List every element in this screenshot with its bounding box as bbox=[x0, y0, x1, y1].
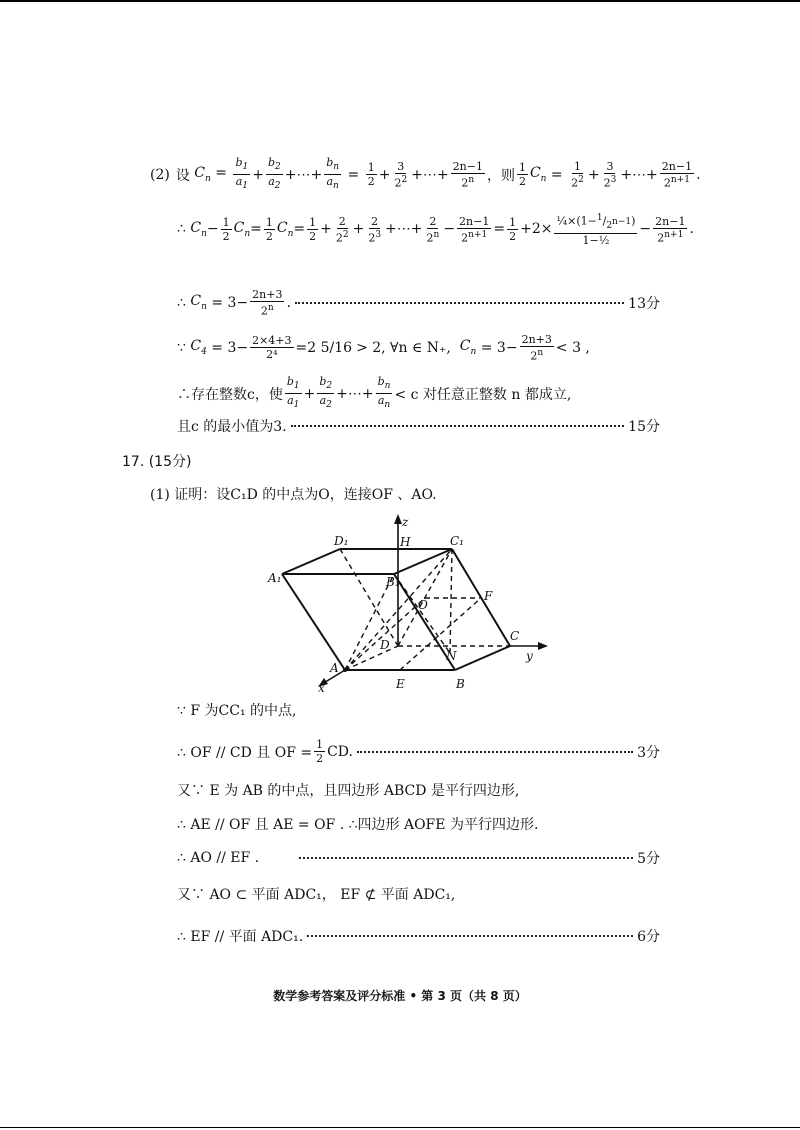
label-D1: D₁ bbox=[334, 534, 349, 548]
prism-figure bbox=[260, 512, 560, 697]
score-15: 15分 bbox=[628, 419, 660, 435]
step4-text: ∴ AE // OF 且 AE = OF . ∴四边形 AOFE 为平行四边形. bbox=[177, 817, 539, 833]
part2-line2: ∴ $C_n$ − $\frac{1}{2}$ $C_n$ = $\frac{1}{2}$ $C_n$ = $\frac{1}{2}$ + $\frac{2}{2^2}$ + $\frac{2}{2^3}$ +⋯+ $\frac{2}{2^n}$ − $\frac{2n-1}{2^{n+1}}$ = $\frac{1}{2}$ +2× $\frac{\frac{1}{4}\times(1-^1/_{2^{n-1}})}{\text{1−½}}$ − $\frac{2n-1}{2^{n+1}}$ . bbox=[177, 213, 694, 247]
q17-title-text: 17. (15分) bbox=[122, 454, 192, 470]
step2-text-a: ∴ OF // CD 且 OF = bbox=[177, 744, 313, 761]
label-E: E bbox=[396, 677, 405, 691]
edge-BC bbox=[455, 646, 510, 670]
edge-D1A1 bbox=[282, 549, 340, 574]
q17-title bbox=[122, 451, 191, 471]
score-6: 6分 bbox=[637, 929, 660, 945]
step6 bbox=[177, 884, 455, 904]
then-word: ，则 bbox=[486, 167, 515, 184]
dot-leader bbox=[307, 935, 633, 937]
label-y: y bbox=[526, 649, 533, 663]
part2-line3: ∴ $C_n$ = 3− $\frac{2n+3}{2^n}$ . 13分 bbox=[177, 288, 660, 318]
y-arrow-icon bbox=[538, 642, 548, 650]
part2-line1: (2) 设 $C_n$ = $\frac{b_1}{a_1}$ + $\frac{b_2}{a_2}$ +⋯+ $\frac{b_n}{a_n}$ = $\frac{1}{2}$ + $\frac{3}{2^2}$ +⋯+ $\frac{2n-1}{2^n}$ ，则 $\frac{1}{2}$ $C_n$ = $\frac{1}{2^2}$ + $\frac{3}{2^3}$ +⋯+ $\frac{2n-1}{2^{n+1}}$ . bbox=[150, 156, 701, 192]
dot-leader bbox=[291, 425, 625, 427]
min-text: 且c 的最小值为3. bbox=[177, 419, 287, 435]
score-3: 3分 bbox=[637, 744, 660, 761]
label-H: H bbox=[400, 535, 411, 549]
proof-intro-text: (1) 证明：设C₁D 的中点为O，连接OF 、AO. bbox=[150, 487, 437, 503]
edge-AD bbox=[345, 646, 398, 670]
bottom-border bbox=[0, 1127, 800, 1128]
edge-A1A bbox=[282, 574, 345, 670]
label-B1: B₁ bbox=[386, 575, 400, 589]
step5-text: ∴ AO // EF . bbox=[177, 850, 260, 866]
label-N: N bbox=[446, 649, 457, 663]
step5 bbox=[177, 848, 660, 868]
step3 bbox=[177, 780, 519, 800]
step3-text: 又∵ E 为 AB 的中点，且四边形 ABCD 是平行四边形, bbox=[177, 783, 520, 799]
exist-text: ∴存在整数c，使 bbox=[177, 386, 283, 403]
label-A1: A₁ bbox=[268, 571, 282, 585]
point-A bbox=[343, 668, 347, 672]
label-D: D bbox=[380, 638, 390, 652]
top-border bbox=[0, 0, 800, 2]
label-z: z bbox=[402, 515, 409, 529]
dot-leader bbox=[295, 302, 624, 304]
label-B: B bbox=[456, 677, 465, 691]
c4-numerator: 2×4+3 bbox=[252, 334, 292, 348]
step2: ∴ OF // CD 且 OF = $\frac{1}{2}$ CD. 3分 bbox=[177, 738, 660, 765]
score-5: 5分 bbox=[637, 851, 660, 867]
step6-text: 又∵ AO ⊂ 平面 ADC₁， EF ⊄ 平面 ADC₁, bbox=[177, 887, 456, 903]
score-13: 13分 bbox=[628, 295, 660, 312]
edge-AO bbox=[345, 598, 425, 670]
label-C1: C₁ bbox=[450, 534, 464, 548]
step7 bbox=[177, 926, 660, 946]
label-C: C bbox=[510, 629, 520, 643]
forall-text: > 2, ∀n ∈ N₊, bbox=[356, 339, 451, 356]
edge-C1B1 bbox=[394, 549, 452, 574]
z-arrow-icon bbox=[394, 514, 402, 524]
c4-denominator: 2⁴ bbox=[266, 348, 278, 362]
part2-line4: ∵ $C_4$ = 3− $\frac{2\times 4+3}{\text{2⁴}}$ = 2 5/16 > 2, ∀n ∈ N₊, $C_n$ = 3− $\frac{2n+3}{2^n}$ < 3 , bbox=[177, 333, 590, 363]
step2-text-b: CD. bbox=[327, 743, 353, 760]
proof-intro bbox=[150, 484, 437, 504]
part2-line6 bbox=[177, 416, 660, 436]
label-x: x bbox=[318, 681, 325, 695]
part-label: (2) bbox=[150, 166, 170, 183]
set-word: 设 bbox=[175, 167, 190, 184]
step1 bbox=[177, 700, 296, 720]
step4 bbox=[177, 814, 538, 834]
part2-line5: ∴存在整数c，使 $\frac{b_1}{a_1}$ + $\frac{b_2}{a_2}$ +⋯+ $\frac{b_n}{a_n}$ < c 对任意正整数 n 都成立, bbox=[177, 375, 572, 411]
label-F: F bbox=[484, 589, 493, 603]
page-footer: 数学参考答案及评分标准 • 第 3 页（共 8 页） bbox=[273, 989, 527, 1003]
step1-text: ∵ F 为CC₁ 的中点, bbox=[177, 703, 297, 719]
label-A: A bbox=[330, 661, 339, 675]
exist-tail: < c 对任意正整数 n 都成立, bbox=[394, 386, 572, 403]
c4-value: 2 5/16 bbox=[307, 339, 353, 356]
edge-C1N bbox=[450, 549, 452, 653]
edge-D1D bbox=[340, 549, 398, 646]
dot-leader bbox=[299, 857, 633, 859]
label-O: O bbox=[418, 598, 428, 612]
dot-leader bbox=[357, 751, 633, 753]
step7-text: ∴ EF // 平面 ADC₁. bbox=[177, 929, 304, 945]
